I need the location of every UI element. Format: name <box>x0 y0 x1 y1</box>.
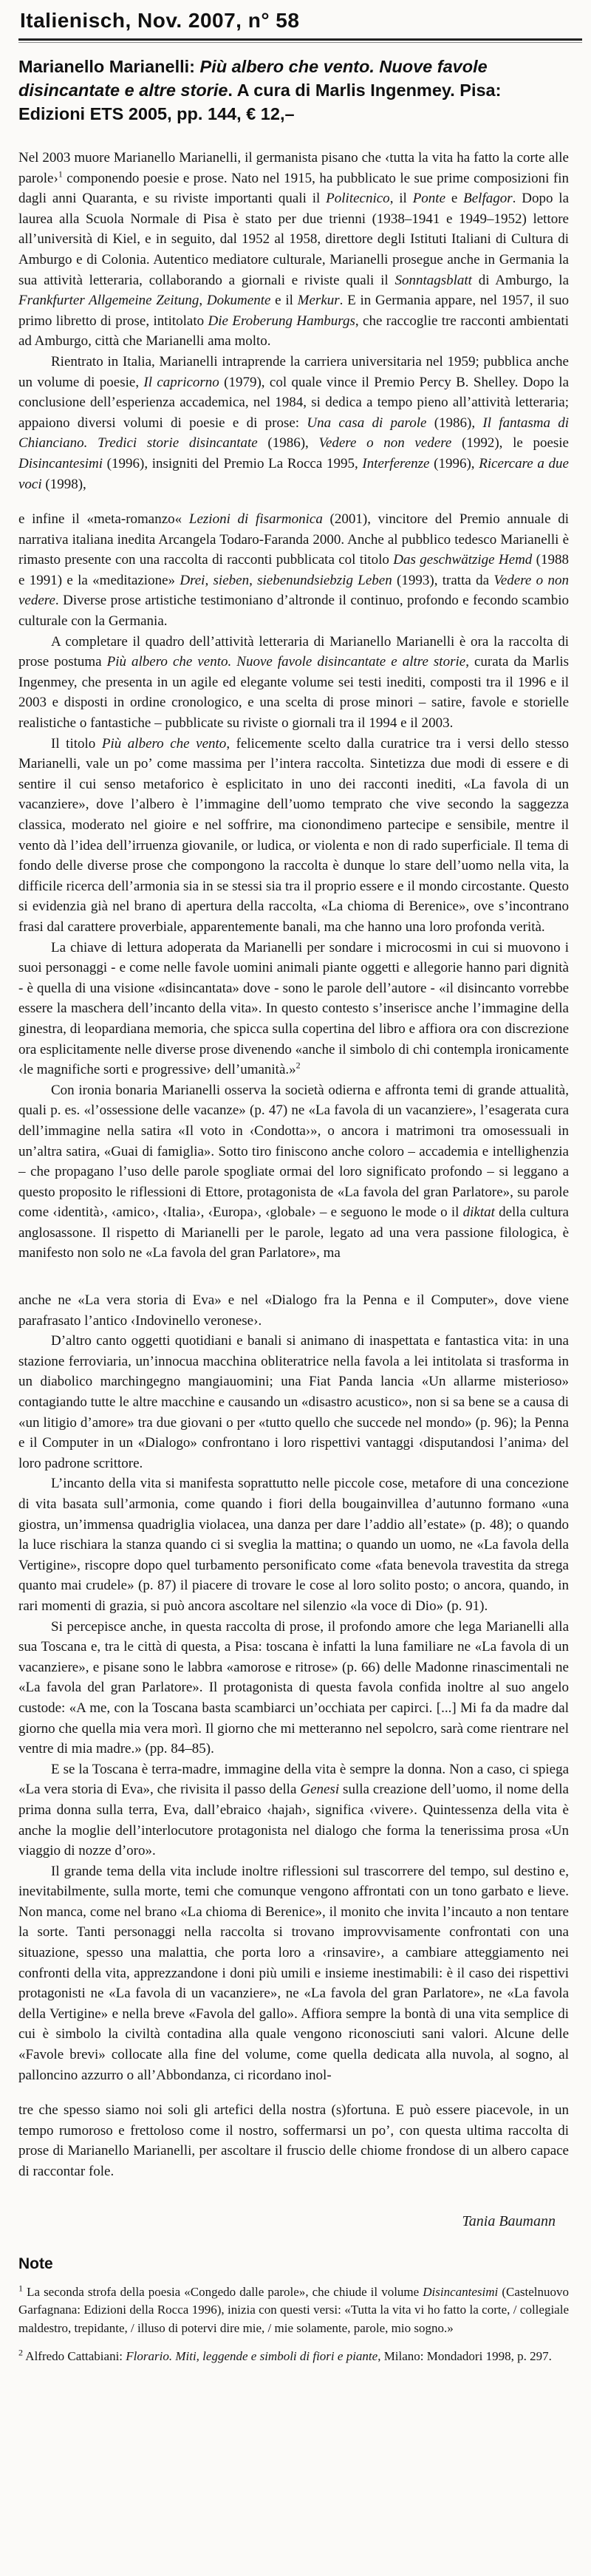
text-run: Più albero che vento. Nuove favole disincantate e altre storie <box>18 57 488 100</box>
text-run: e <box>445 191 464 207</box>
text-run: Dokumente <box>206 293 271 309</box>
review-paragraph-continuation <box>18 2100 569 2181</box>
text-run: (1992), le poesie <box>451 435 569 452</box>
footnote-1 <box>18 2283 569 2338</box>
text-run: Frankfurter Allgemeine Zeitung <box>18 293 199 309</box>
text-run: Interferenze <box>362 455 430 471</box>
text-run: Una casa di parole <box>307 415 427 431</box>
text-run: Nel 2003 muore Marianello Marianelli, il germanista pisano che ‹tutta la vita ha fatto la corte alle parole› <box>18 150 569 186</box>
text-run: Con ironia bonaria Marianelli osserva la società odierna e affronta temi di grande attualità, quali p. es. «l’ossessione delle vacanze» (p. 47) ne «La favola di un vacanziere», l’esagerata cura dell’immagine nella satira «Il voto in ‹Condotta›», o ancora i matrimoni tra omosessuali in un’altra satira, «Guai di famiglia». Sotto tiro finiscono anche coloro – accademia e intellighenzia – che propagano l’uso delle parole spogliate ormai del loro significato profondo – si leggano a questo proposito le riflessioni di Ettore, protagonista de «La favola del gran Parlatore», su parole come ‹identità›, ‹amico›, ‹Italia›, ‹Europa›, ‹globale› – e seguono le mode o il <box>18 1082 569 1221</box>
text-run: Vedere o non vedere <box>18 572 569 609</box>
review-paragraph <box>18 1473 569 1616</box>
text-run: (1988 e 1991) e la «meditazione» <box>18 552 569 588</box>
reviewer-signature: Tania Baumann <box>462 2212 556 2229</box>
text-run: della cultura anglosassone. Il rispetto di Marianelli per le parole, legato ad una vera passione filologica, è manifesto non solo ne «La favola del gran Parlatore», ma <box>18 1204 569 1261</box>
text-run: Genesi <box>300 1782 340 1798</box>
text-run: Più albero che vento <box>101 735 227 752</box>
text-run: Merkur <box>297 293 340 309</box>
text-run: (1993), tratta da <box>392 572 494 588</box>
text-run: . A cura di Marlis Ingenmey. Pisa: Edizioni ETS 2005, pp. 144, € 12,– <box>18 81 502 123</box>
text-run: . Dopo la laurea alla Scuola Normale di Pisa è stato per due trienni (1938–1941 e 1949–1952) lettore all’università di Kiel, e in seguito, dal 1952 al 1958, direttore degli Istituti Italiani di Cultura di Amburgo e di Colonia. Autentico mediatore culturale, Marianelli prosegue anche in Germania la sua attività letteraria, collaborando a giornali e riviste quali il <box>18 191 570 288</box>
text-run: D’altro canto oggetti quotidiani e banali si animano di inaspettata e fantastica vita: in una stazione ferroviaria, un’innocua macchina obliteratrice nella favola a lei intitolata si trasforma in un diabolico marchingegno mangiauomini; una Fiat Panda lancia «Un allarme misterioso» contagiando tutte le altre macchine e causando un «disastro acustico», non si sa bene se a causa di «un litigio d’amore» tra due giovani o per «tutto quello che succede nel mondo» (p. 96); la Penna e il Computer in un «Dialogo» confrontano i loro rispettivi vantaggi ‹disputandosi l’anima› del loro padrone scrittore. <box>18 1333 569 1471</box>
review-paragraph-continuation <box>18 509 569 632</box>
text-run: (1996), <box>429 455 479 471</box>
text-run: . E in Germania appare, nel 1957, il suo primo libretto di prose, intitolato <box>18 293 569 329</box>
text-run: Belfagor <box>463 191 513 207</box>
text-run: (2001), vincitore del Premio annuale di narrativa italiana inedita Arcangela Todaro-Faranda 2000. Anche al pubblico tedesco Marianelli è rimasto presente con una raccolta di racconti pubblicata col titolo <box>18 511 569 568</box>
review-paragraph <box>18 1617 569 1759</box>
text-run: Florario. Miti, leggende e simboli di fiori e piante <box>126 2349 378 2364</box>
text-run: Ricercare a due voci <box>18 455 569 492</box>
review-paragraph <box>18 632 569 734</box>
text-run: Il grande tema della vita include inoltre riflessioni sul trascorrere del tempo, sul destino e, inevitabilmente, sulla morte, temi che comunque vengono affrontati con un tono garbato e lieve. Non manca, come nel brano «La chioma di Berenice», il monito che invita l’incauto a non tentare la sorte. Tanti personaggi nella raccolta si trovano improvvisamente confrontati con una situazione, spesso una malattia, che porta loro a ‹rinsavire›, a cambiare atteggiamento nei confronti della vita, apprezzandone i doni più umili e insieme inestimabili: è il caso dei rispettivi protagonisti ne «La favola di un vacanziere», ne «La favola del gran Parlatore», ne «La favola della Vertigine» e nella breve «Favola del gallo». Affiora sempre la bontà di una vita semplice di cui è simbolo la civiltà contadina alla quale vengono riconosciuti sani valori. Alcune delle «Favole brevi» collocate alla fine del volume, come quella dedicata alla nuvola, al sogno, al palloncino azzurro o all’Abbondanza, ci ricordano inol- <box>18 1863 569 2083</box>
text-run: Drei, sieben, siebenundsiebzig Leben <box>180 572 392 588</box>
text-run: Alfredo Cattabiani: <box>23 2349 126 2364</box>
text-run: Disincantesimi <box>18 455 103 471</box>
text-run: e infine il «meta-romanzo« <box>18 511 189 528</box>
text-run: Ponte <box>412 191 446 207</box>
text-run: La chiave di lettura adoperata da Marianelli per sondare i microcosmi in cui si muovono i suoi personaggi - e come nelle favole uomini animali piante oggetti e allegorie hanno pari dignità - è quella di una visione «disincantata» dove - sono le parole dell’autore - «il disincanto vorrebbe essere la maschera dell’incanto della vita». In questo contesto s’inserisce anche l’immagine della ginestra, di leopardiana memoria, che spicca sulla copertina del libro e affiora ora con discrezione ora esplicitamente nelle diverse prose divenendo «anche il simbolo di chi contempla ironicamente ‹le magnifiche sorti e progressive› dell’umanità.» <box>18 939 569 1078</box>
text-run: (1986), <box>426 415 483 431</box>
review-paragraph <box>18 1759 569 1861</box>
text-run: (Castelnuovo Garfagnana: Edizioni della Rocca 1996), inizia con questi versi: «Tutta la vita vi ho fatto la corte, / collegiale maldestro, trepidante, / illuso di potervi dire mie, / mie solamente, parole, mio sogno.» <box>18 2284 569 2335</box>
journal-header: Italienisch, Nov. 2007, n° 58 <box>20 9 300 32</box>
text-run: , che raccoglie tre racconti ambientati ad Amburgo, città che Marianelli ama molto. <box>18 313 569 350</box>
text-run: , curata da Marlis Ingenmey, che presenta in un agile ed elegante volume sei testi inediti, composti tra il 1996 e il 2003 e disposti in ordine cronologico, e una scelta di prose minori – satire, favole e storielle realistiche o fantastiche – pubblicate su riviste o giornali tra il 1994 e il 2003. <box>18 654 569 732</box>
footnote-2 <box>18 2348 569 2366</box>
text-run: Lezioni di fisarmonica <box>188 511 323 528</box>
review-paragraph <box>18 1861 569 2086</box>
footnote-ref: 2 <box>18 2347 23 2358</box>
text-run: (1998), <box>41 476 86 492</box>
text-run: Il fantasma di Chianciano. Tredici storie disincantate <box>18 415 570 452</box>
text-run: diktat <box>462 1204 495 1221</box>
text-run: L’incanto della vita si manifesta soprattutto nelle piccole cose, metafore di una concezione di vita basata sull’armonia, come quando i fiori della bougainvillea d’autunno formano «una giostra, un’immensa quadriglia violacea, una danza per dare l’addio all’estate» (p. 48); o quando la luce rischiara la stanza quando ci si sveglia la mattina; o quando un uomo, ne «La favola della Vertigine», riscopre dopo quel turbamento personificato come «fata benevola travestita da strega quanto mai crudele» (p. 87) il piacere di trovare le cose al loro solito posto; o ancora, quando, in rari momenti di grazia, si può ancora ascoltare nel silenzio «la voce di Dio» (p. 91). <box>18 1476 569 1614</box>
text-run: Il titolo <box>51 735 102 752</box>
review-paragraph-continuation <box>18 1290 569 1331</box>
text-run: La seconda strofa della poesia «Congedo dalle parole», che chiude il volume <box>23 2284 423 2299</box>
text-run: Sonntagsblatt <box>394 272 472 288</box>
text-run: di Amburgo, la <box>471 272 569 288</box>
text-run: E se la Toscana è terra-madre, immagine della vita è sempre la donna. Non a caso, ci spiega «La vera storia di Eva», che rivisita il passo della <box>18 1761 569 1798</box>
text-run: componendo poesie e prose. Nato nel 1915, ha pubblicato le sue prime composizioni fin dagli anni Quaranta, e su riviste importanti quali il <box>18 170 569 207</box>
text-run: Politecnico <box>326 191 390 207</box>
footnote-ref: 1 <box>18 2282 23 2293</box>
text-run: Più albero che vento. Nuove favole disincantate e altre storie <box>106 654 466 670</box>
text-run: , il <box>389 191 413 207</box>
text-run: tre che spesso siamo noi soli gli artefici della nostra (s)fortuna. E può essere piacevole, in un tempo rumoroso e frettoloso come il nostro, soffermarsi un po’, con questa ultima raccolta di prose di Marianello Marianelli, per ascoltare il fruscio delle chiome frondose di un albero capace di raccontar fole. <box>18 2102 569 2179</box>
text-run: Si percepisce anche, in questa raccolta di prose, il profondo amore che lega Marianelli alla sua Toscana e, tra le città di questa, a Pisa: toscana è infatti la luna familiare ne «La favola di un vacanziere», e pisane sono le labbra «amorose e ritrose» (p. 66) delle Madonne rinascimentali ne «La favola del gran Parlatore». Il protagonista di questa favola confida inoltre al suo angelo custode: «A me, con la Toscana basta scambiarci un’occhiata per capirci. [...] Mi fa da madre dal giorno che quella mia vera morì. Il giorno che mi metteranno nel sepolcro, sarà come rientrare nel ventre di mia madre.» (pp. 84–85). <box>18 1618 569 1757</box>
text-run: (1986), <box>257 435 319 452</box>
text-run: (1979), col quale vince il Premio Percy B. Shelley. Dopo la conclusione dell’esperienza accademica, nel 1984, si dedica a tempo pieno all’attività letteraria; appaiono diversi volumi di poesie e di prose: <box>18 374 570 431</box>
text-run: sulla creazione dell’uomo, il nome della prima donna sulla terra, Eva, dall’ebraico ‹hajah›, significa ‹vivere›. Quintessenza della vita è anche la moglie dell’interlocutore protagonista nel dialogo che forma la tenerissima prosa «Un viaggio di nozze d’oro». <box>18 1782 569 1859</box>
text-run: Die Eroberung Hamburgs <box>208 313 355 329</box>
book-title <box>18 55 561 126</box>
text-run: Das geschwätzige Hemd <box>393 552 533 568</box>
text-run: Rientrato in Italia, Marianelli intraprende la carriera universitaria nel 1959; pubblica anche un volume di poesie, <box>18 353 569 390</box>
review-paragraph <box>18 1331 569 1473</box>
text-run: , <box>199 293 207 309</box>
footnote-ref: 2 <box>296 1060 301 1071</box>
text-run: Marianello Marianelli: <box>18 57 200 76</box>
review-body <box>18 148 569 2182</box>
text-run: e il <box>270 293 298 309</box>
text-run: , felicemente scelto dalla curatrice tra i versi dello stesso Marianelli, vale un po’ come massima per l’intera raccolta. Sintetizza due modi di essere e di sentire il cui senso metaforico è esplicitato in uno dei racconti inediti, «La favola di un vacanziere», dove l’albero è l’immagine dell’uomo temprato che vive secondo la saggezza classica, moderato nel gioire e nel soffrire, ma cionondimeno partecipe e sensibile, mentre il vento dà l’idea dell’irruenza giovanile, or ludica, or violenta e non di rado superficiale. Il tema di fondo delle diverse prose che compongono la raccolta è dunque lo stare dell’uomo nella vita, la difficile ricerca dell’armonia sia in se stessi sia tra il proprio essere e il mondo circostante. Questo si evidenzia già nel brano di apertura della raccolta, «La chioma di Berenice», ove s’incontrano frasi dal carattere proverbiale, apparentemente banali, ma che hanno una loro profonda verità. <box>18 735 569 935</box>
notes-heading: Note <box>18 2255 53 2272</box>
text-run: Disincantesimi <box>423 2284 499 2299</box>
review-paragraph <box>18 734 569 938</box>
review-paragraph <box>18 148 569 352</box>
text-run: , Milano: Mondadori 1998, p. 297. <box>378 2349 552 2364</box>
header-rule <box>18 38 582 43</box>
review-paragraph <box>18 1080 569 1264</box>
text-run: (1996), insigniti del Premio La Rocca 1995, <box>103 455 363 471</box>
text-run: anche ne «La vera storia di Eva» e nel «Dialogo fra la Penna e il Computer», dove viene parafrasato l’antico ‹Indovinello veronese›. <box>18 1292 569 1329</box>
review-paragraph <box>18 352 569 494</box>
text-run: A completare il quadro dell’attività letteraria di Marianello Marianelli è ora la raccolta di prose postuma <box>18 633 569 670</box>
footnote-ref: 1 <box>58 168 63 180</box>
text-run: . Diverse prose artistiche testimoniano d’altronde il continuo, profondo e fecondo scambio culturale con la Germania. <box>18 593 569 630</box>
review-paragraph <box>18 938 569 1080</box>
text-run: Vedere o non vedere <box>318 435 452 452</box>
text-run: Il capricorno <box>143 374 219 390</box>
